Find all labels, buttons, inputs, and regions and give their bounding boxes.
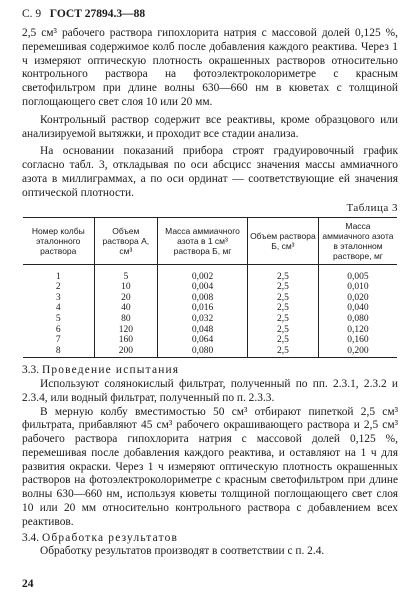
table-cell: 0,032 (158, 314, 248, 325)
table-cell: 80 (94, 314, 158, 325)
table-cell: 2,5 (247, 293, 318, 304)
table-cell: 20 (94, 293, 158, 304)
column-header: Номер колбы эталонного раствора (23, 218, 94, 265)
table-row (23, 303, 397, 314)
page-number: 24 (22, 578, 34, 590)
table-caption: Таблица 3 (346, 201, 398, 214)
table-cell: 0,005 (318, 265, 397, 282)
table-row (23, 314, 397, 325)
section-heading (22, 364, 398, 378)
table-cell: 2,5 (247, 282, 318, 293)
table-cell: 0,120 (318, 324, 397, 335)
page-content (22, 27, 398, 559)
table-cell: 2,5 (247, 324, 318, 335)
paragraph: В мерную колбу вместимостью 50 см³ отбирают пипеткой 2,5 см³ фильтрата, прибавляют 45 см³ рабочего окрашивающего раствора и 2,5 см³ рабочего раствора гипохлорита натрия с массовой долей 0,125 %, перемешивая после добавления каждого реактива, и оставляют на 1 ч для развития окраски. Через 1 ч измеряют оптическую плотность окрашенных растворов на фотоэлектроколориметре с красным светофильтром при длине волны 630—660 нм, используя кюветы толщиной поглощающего свет слоя 10 или 20 мм относительно контрольного раствора с добавлением всех реактивов. (22, 405, 398, 528)
table-cell: 2,5 (247, 303, 318, 314)
section-number: 3.3. (22, 364, 40, 377)
column-header: Масса аммиачного азота в эталонном растворе, мг (318, 218, 397, 265)
table-row (23, 282, 397, 293)
standard-number: ГОСТ 27894.3—88 (49, 8, 146, 20)
table-cell: 160 (94, 335, 158, 346)
table-cell: 3 (23, 293, 94, 304)
table-cell: 0,040 (318, 303, 397, 314)
page-label: С. 9 (22, 8, 42, 20)
page-header (22, 8, 145, 20)
table-cell: 0,008 (158, 293, 248, 304)
table-cell: 2,5 (247, 265, 318, 282)
table-row (23, 324, 397, 335)
paragraph: На основании показаний прибора строят градуировочный график согласно табл. 3, откладывая по оси абсцисс значения массы аммиачного азота в миллиграммах, а по оси ординат — соответствующие ей значения оптической плотности. (22, 145, 398, 199)
table-cell: 0,004 (158, 282, 248, 293)
table-cell: 0,048 (158, 324, 248, 335)
table-body (23, 265, 397, 358)
table-cell: 10 (94, 282, 158, 293)
table-header-row (23, 218, 397, 265)
column-header: Объем раствора Б, см³ (247, 218, 318, 265)
table-cell: 5 (94, 265, 158, 282)
section-heading (22, 532, 398, 546)
table-row (23, 265, 397, 282)
table-cell: 0,200 (318, 346, 397, 358)
table-row (23, 335, 397, 346)
table-cell: 0,160 (318, 335, 397, 346)
table-cell: 0,080 (158, 346, 248, 358)
table-cell: 2,5 (247, 346, 318, 358)
section-number: 3.4. (22, 531, 40, 544)
section-title: Проведение испытания (41, 364, 180, 377)
table-cell: 6 (23, 324, 94, 335)
table-cell: 200 (94, 346, 158, 358)
table-cell: 0,064 (158, 335, 248, 346)
column-header: Масса аммиачного азота в 1 см³ раствора Б, мг (158, 218, 248, 265)
table-cell: 0,010 (318, 282, 397, 293)
table-cell: 0,020 (318, 293, 397, 304)
section-title: Обработка результатов (41, 531, 179, 544)
table-cell: 7 (23, 335, 94, 346)
table-row (23, 293, 397, 304)
column-header: Объем раствора А, см³ (94, 218, 158, 265)
table-cell: 0,002 (158, 265, 248, 282)
table-cell: 40 (94, 303, 158, 314)
table-cell: 8 (23, 346, 94, 358)
paragraph: Обработку результатов производят в соответствии с п. 2.4. (40, 545, 325, 558)
table-cell: 4 (23, 303, 94, 314)
table-cell: 2,5 (247, 335, 318, 346)
table-cell: 0,080 (318, 314, 397, 325)
table-cell: 120 (94, 324, 158, 335)
table-cell: 0,016 (158, 303, 248, 314)
table-cell: 2 (23, 282, 94, 293)
table-cell: 5 (23, 314, 94, 325)
data-table (23, 217, 397, 358)
paragraph: Используют солянокислый фильтрат, полученный по пп. 2.3.1, 2.3.2 и 2.3.4, или водный фильтрат, полученный по п. 2.3.3. (22, 377, 398, 404)
paragraph: 2,5 см³ рабочего раствора гипохлорита натрия с массовой долей 0,125 %, перемешивая содержимое колб после добавления каждого реактива. Через 1 ч измеряют оптическую плотность окрашенных растворов относительно контрольного раствора на фотоэлектроколориметре с красным светофильтром при длине волны 630—660 нм в кюветах с толщиной поглощающего свет слоя 10 или 20 мм. (22, 27, 398, 108)
table-cell: 1 (23, 265, 94, 282)
table-cell: 2,5 (247, 314, 318, 325)
table-row (23, 346, 397, 358)
paragraph: Контрольный раствор содержит все реактивы, кроме образцового или анализируемой вытяжки, и проходит все стадии анализа. (22, 113, 398, 140)
